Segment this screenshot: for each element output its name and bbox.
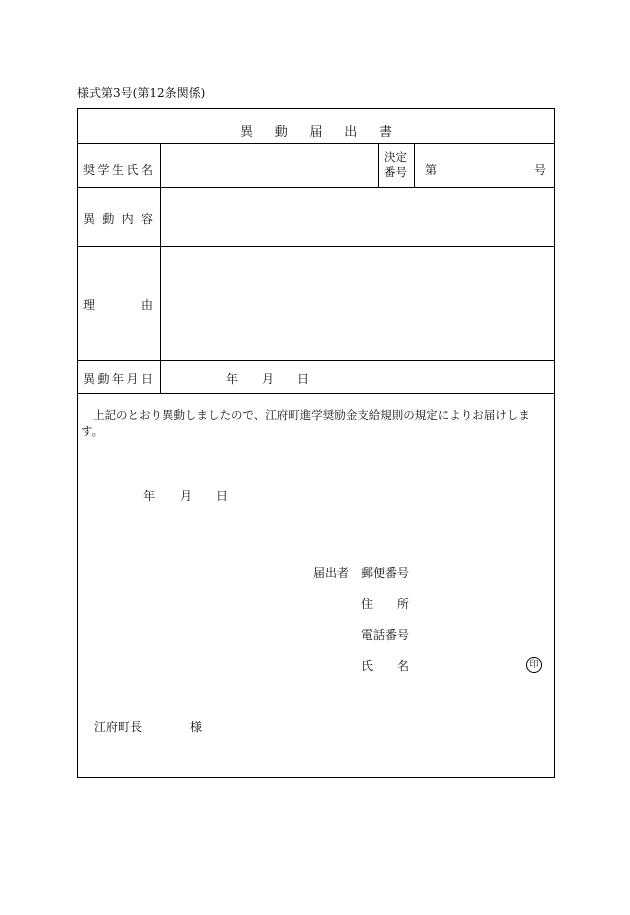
submitter-name-label: 氏 名: [361, 659, 409, 673]
reason-label: 理 由: [83, 298, 153, 312]
seal-icon: 印: [526, 657, 542, 673]
divider: [78, 187, 554, 188]
decision-number-field[interactable]: [440, 149, 530, 183]
address-label: 住 所: [361, 597, 409, 611]
statement-text: 上記のとおり異動しましたので、江府町進学奨励金支給規則の規定によりお届けします。: [81, 408, 530, 438]
change-date-year-unit: 年: [226, 372, 239, 386]
change-date-month-unit: 月: [262, 372, 275, 386]
divider: [414, 143, 415, 187]
student-name-field[interactable]: [162, 145, 376, 187]
change-content-label: 異 動 内 容: [83, 212, 153, 226]
reason-field[interactable]: [162, 248, 552, 358]
student-name-label: 奨 学 生 氏 名: [83, 163, 153, 177]
postal-code-label: 郵便番号: [361, 566, 410, 580]
change-content-field[interactable]: [162, 189, 552, 245]
form-title: 異 動 届 出 書: [240, 125, 392, 140]
number-suffix: 号: [534, 163, 547, 177]
divider: [378, 143, 379, 187]
form-code: 様式第3号(第12条関係): [77, 86, 206, 100]
submission-year-unit: 年: [143, 489, 156, 503]
decision-number-label: 決定 番号: [384, 150, 407, 179]
submission-month-unit: 月: [180, 489, 193, 503]
divider: [78, 360, 554, 361]
number-prefix: 第: [425, 163, 438, 177]
label-column-divider: [160, 143, 161, 393]
phone-number-label: 電話番号: [361, 628, 410, 642]
change-date-day-unit: 日: [297, 372, 310, 386]
divider: [78, 246, 554, 247]
change-notification-form: [77, 108, 555, 778]
submission-day-unit: 日: [216, 489, 229, 503]
divider: [78, 393, 554, 394]
change-date-label: 異 動 年 月 日: [83, 372, 153, 386]
recipient-name: 江府町長: [94, 720, 143, 734]
divider: [78, 143, 554, 144]
recipient-honorific: 様: [190, 720, 203, 734]
submitter-label: 届出者: [313, 566, 350, 580]
